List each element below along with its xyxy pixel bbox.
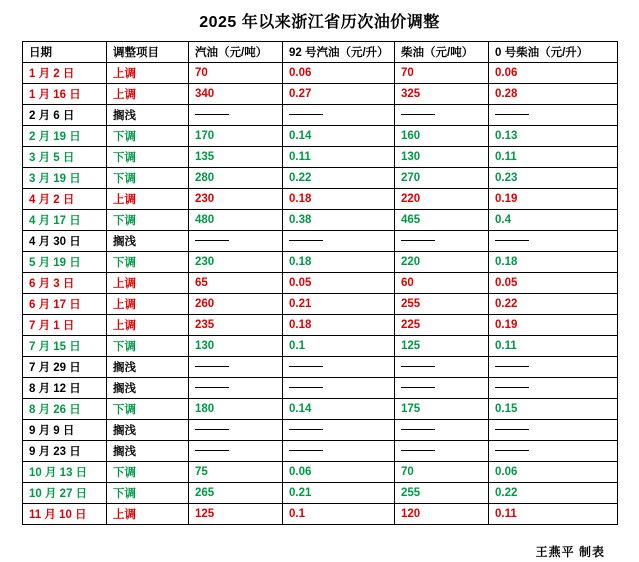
table-row bbox=[23, 105, 618, 126]
cell-gasoline-92-liter: 0.14 bbox=[283, 126, 395, 147]
cell-diesel-0-liter: 0.06 bbox=[489, 63, 618, 84]
cell-adjust-item: 上调 bbox=[107, 189, 189, 210]
cell-adjust-item: 下调 bbox=[107, 168, 189, 189]
cell-diesel-0-liter: 0.23 bbox=[489, 168, 618, 189]
cell-diesel-ton bbox=[395, 231, 489, 252]
cell-gasoline-92-liter: 0.06 bbox=[283, 462, 395, 483]
cell-diesel-0-liter: 0.11 bbox=[489, 147, 618, 168]
cell-gasoline-92-liter: 0.18 bbox=[283, 252, 395, 273]
cell-gasoline-ton bbox=[189, 231, 283, 252]
cell-diesel-ton: 325 bbox=[395, 84, 489, 105]
table-row bbox=[23, 357, 618, 378]
column-header-diesel-ton: 柴油（元/吨） bbox=[395, 42, 489, 63]
cell-diesel-ton: 225 bbox=[395, 315, 489, 336]
cell-adjust-item: 上调 bbox=[107, 294, 189, 315]
cell-diesel-ton: 175 bbox=[395, 399, 489, 420]
cell-gasoline-ton: 130 bbox=[189, 336, 283, 357]
cell-adjust-item: 上调 bbox=[107, 63, 189, 84]
dash-mark bbox=[195, 387, 229, 388]
table-row bbox=[23, 483, 618, 504]
dash-mark bbox=[195, 114, 229, 115]
cell-gasoline-92-liter: 0.38 bbox=[283, 210, 395, 231]
cell-gasoline-92-liter: 0.21 bbox=[283, 294, 395, 315]
cell-date: 6 月 17 日 bbox=[23, 294, 107, 315]
cell-gasoline-92-liter: 0.06 bbox=[283, 63, 395, 84]
dash-mark bbox=[289, 387, 323, 388]
cell-date: 6 月 3 日 bbox=[23, 273, 107, 294]
table-row bbox=[23, 336, 618, 357]
cell-adjust-item: 搁浅 bbox=[107, 420, 189, 441]
table-row bbox=[23, 399, 618, 420]
table-row bbox=[23, 189, 618, 210]
cell-adjust-item: 下调 bbox=[107, 252, 189, 273]
cell-diesel-ton: 220 bbox=[395, 252, 489, 273]
cell-diesel-ton: 255 bbox=[395, 294, 489, 315]
cell-date: 4 月 30 日 bbox=[23, 231, 107, 252]
dash-mark bbox=[495, 114, 529, 115]
cell-gasoline-92-liter: 0.18 bbox=[283, 189, 395, 210]
cell-date: 10 月 13 日 bbox=[23, 462, 107, 483]
cell-gasoline-ton: 170 bbox=[189, 126, 283, 147]
dash-mark bbox=[401, 387, 435, 388]
cell-diesel-ton: 125 bbox=[395, 336, 489, 357]
cell-gasoline-ton: 125 bbox=[189, 504, 283, 525]
cell-date: 2 月 6 日 bbox=[23, 105, 107, 126]
cell-gasoline-92-liter bbox=[283, 420, 395, 441]
cell-gasoline-ton: 230 bbox=[189, 189, 283, 210]
table-row bbox=[23, 168, 618, 189]
cell-date: 9 月 23 日 bbox=[23, 441, 107, 462]
dash-mark bbox=[289, 240, 323, 241]
cell-date: 3 月 5 日 bbox=[23, 147, 107, 168]
table-row bbox=[23, 63, 618, 84]
cell-diesel-ton bbox=[395, 357, 489, 378]
dash-mark bbox=[289, 114, 323, 115]
cell-date: 3 月 19 日 bbox=[23, 168, 107, 189]
cell-adjust-item: 上调 bbox=[107, 84, 189, 105]
dash-mark bbox=[495, 387, 529, 388]
cell-diesel-0-liter bbox=[489, 378, 618, 399]
cell-diesel-0-liter: 0.05 bbox=[489, 273, 618, 294]
cell-diesel-0-liter: 0.19 bbox=[489, 189, 618, 210]
cell-diesel-0-liter: 0.19 bbox=[489, 315, 618, 336]
cell-date: 10 月 27 日 bbox=[23, 483, 107, 504]
dash-mark bbox=[195, 366, 229, 367]
dash-mark bbox=[401, 366, 435, 367]
dash-mark bbox=[195, 429, 229, 430]
cell-gasoline-ton: 260 bbox=[189, 294, 283, 315]
dash-mark bbox=[495, 429, 529, 430]
table-row bbox=[23, 231, 618, 252]
table-header-row bbox=[23, 42, 618, 63]
cell-date: 1 月 2 日 bbox=[23, 63, 107, 84]
cell-diesel-0-liter: 0.13 bbox=[489, 126, 618, 147]
table-row bbox=[23, 147, 618, 168]
cell-gasoline-ton: 480 bbox=[189, 210, 283, 231]
table-row bbox=[23, 252, 618, 273]
cell-gasoline-ton bbox=[189, 378, 283, 399]
column-header-date: 日期 bbox=[23, 42, 107, 63]
page-title: 2025 年以来浙江省历次油价调整 bbox=[199, 14, 440, 31]
cell-diesel-0-liter bbox=[489, 420, 618, 441]
table-row bbox=[23, 84, 618, 105]
table-container bbox=[0, 41, 639, 525]
document-footer: 王燕平 制表 bbox=[535, 545, 605, 559]
table-body bbox=[23, 63, 618, 525]
cell-diesel-0-liter: 0.18 bbox=[489, 252, 618, 273]
cell-gasoline-92-liter bbox=[283, 105, 395, 126]
cell-diesel-ton: 60 bbox=[395, 273, 489, 294]
table-header bbox=[23, 42, 618, 63]
cell-diesel-ton bbox=[395, 105, 489, 126]
cell-gasoline-ton: 230 bbox=[189, 252, 283, 273]
column-header-diesel-0-liter: 0 号柴油（元/升） bbox=[489, 42, 618, 63]
cell-diesel-0-liter: 0.22 bbox=[489, 294, 618, 315]
cell-diesel-ton: 270 bbox=[395, 168, 489, 189]
column-header-gasoline-92-liter: 92 号汽油（元/升） bbox=[283, 42, 395, 63]
cell-gasoline-92-liter: 0.11 bbox=[283, 147, 395, 168]
cell-date: 9 月 9 日 bbox=[23, 420, 107, 441]
cell-adjust-item: 下调 bbox=[107, 483, 189, 504]
cell-diesel-0-liter: 0.22 bbox=[489, 483, 618, 504]
cell-date: 4 月 2 日 bbox=[23, 189, 107, 210]
table-row bbox=[23, 462, 618, 483]
dash-mark bbox=[401, 114, 435, 115]
cell-date: 1 月 16 日 bbox=[23, 84, 107, 105]
table-row bbox=[23, 273, 618, 294]
cell-gasoline-ton: 135 bbox=[189, 147, 283, 168]
cell-gasoline-ton bbox=[189, 357, 283, 378]
cell-adjust-item: 下调 bbox=[107, 126, 189, 147]
cell-gasoline-ton: 180 bbox=[189, 399, 283, 420]
cell-diesel-0-liter bbox=[489, 231, 618, 252]
cell-gasoline-92-liter: 0.22 bbox=[283, 168, 395, 189]
cell-diesel-ton: 220 bbox=[395, 189, 489, 210]
table-row bbox=[23, 126, 618, 147]
cell-adjust-item: 下调 bbox=[107, 462, 189, 483]
dash-mark bbox=[289, 366, 323, 367]
table-row bbox=[23, 441, 618, 462]
cell-adjust-item: 搁浅 bbox=[107, 357, 189, 378]
cell-gasoline-92-liter: 0.27 bbox=[283, 84, 395, 105]
cell-date: 4 月 17 日 bbox=[23, 210, 107, 231]
cell-gasoline-ton: 75 bbox=[189, 462, 283, 483]
dash-mark bbox=[495, 240, 529, 241]
cell-gasoline-92-liter: 0.14 bbox=[283, 399, 395, 420]
cell-adjust-item: 搁浅 bbox=[107, 105, 189, 126]
cell-gasoline-ton: 70 bbox=[189, 63, 283, 84]
dash-mark bbox=[401, 450, 435, 451]
cell-adjust-item: 下调 bbox=[107, 210, 189, 231]
cell-adjust-item: 上调 bbox=[107, 273, 189, 294]
cell-diesel-0-liter: 0.4 bbox=[489, 210, 618, 231]
cell-adjust-item: 上调 bbox=[107, 504, 189, 525]
cell-diesel-ton: 70 bbox=[395, 63, 489, 84]
cell-diesel-ton: 130 bbox=[395, 147, 489, 168]
cell-adjust-item: 上调 bbox=[107, 315, 189, 336]
cell-date: 7 月 15 日 bbox=[23, 336, 107, 357]
dash-mark bbox=[495, 366, 529, 367]
cell-gasoline-92-liter: 0.1 bbox=[283, 504, 395, 525]
cell-gasoline-ton: 235 bbox=[189, 315, 283, 336]
cell-diesel-0-liter: 0.06 bbox=[489, 462, 618, 483]
table-row bbox=[23, 210, 618, 231]
dash-mark bbox=[289, 450, 323, 451]
cell-gasoline-ton bbox=[189, 420, 283, 441]
cell-gasoline-92-liter: 0.1 bbox=[283, 336, 395, 357]
cell-diesel-ton bbox=[395, 420, 489, 441]
cell-gasoline-92-liter: 0.18 bbox=[283, 315, 395, 336]
cell-adjust-item: 下调 bbox=[107, 336, 189, 357]
cell-gasoline-ton bbox=[189, 105, 283, 126]
cell-gasoline-ton: 65 bbox=[189, 273, 283, 294]
cell-gasoline-ton: 265 bbox=[189, 483, 283, 504]
cell-diesel-0-liter bbox=[489, 105, 618, 126]
dash-mark bbox=[289, 429, 323, 430]
cell-diesel-ton bbox=[395, 378, 489, 399]
table-row bbox=[23, 378, 618, 399]
column-header-item: 调整项目 bbox=[107, 42, 189, 63]
cell-adjust-item: 下调 bbox=[107, 147, 189, 168]
table-row bbox=[23, 315, 618, 336]
dash-mark bbox=[401, 240, 435, 241]
table-row bbox=[23, 504, 618, 525]
cell-gasoline-ton bbox=[189, 441, 283, 462]
dash-mark bbox=[195, 240, 229, 241]
cell-date: 8 月 12 日 bbox=[23, 378, 107, 399]
column-header-gasoline-ton: 汽油（元/吨） bbox=[189, 42, 283, 63]
cell-diesel-ton bbox=[395, 441, 489, 462]
cell-date: 7 月 29 日 bbox=[23, 357, 107, 378]
dash-mark bbox=[495, 450, 529, 451]
cell-gasoline-92-liter bbox=[283, 357, 395, 378]
cell-diesel-0-liter: 0.15 bbox=[489, 399, 618, 420]
cell-gasoline-92-liter: 0.05 bbox=[283, 273, 395, 294]
cell-diesel-0-liter bbox=[489, 441, 618, 462]
cell-diesel-ton: 120 bbox=[395, 504, 489, 525]
dash-mark bbox=[401, 429, 435, 430]
dash-mark bbox=[195, 450, 229, 451]
cell-adjust-item: 搁浅 bbox=[107, 378, 189, 399]
table-row bbox=[23, 294, 618, 315]
cell-date: 8 月 26 日 bbox=[23, 399, 107, 420]
cell-date: 5 月 19 日 bbox=[23, 252, 107, 273]
cell-gasoline-92-liter bbox=[283, 441, 395, 462]
cell-gasoline-92-liter bbox=[283, 378, 395, 399]
cell-diesel-0-liter: 0.11 bbox=[489, 336, 618, 357]
cell-diesel-ton: 255 bbox=[395, 483, 489, 504]
cell-diesel-ton: 70 bbox=[395, 462, 489, 483]
cell-diesel-ton: 160 bbox=[395, 126, 489, 147]
cell-diesel-ton: 465 bbox=[395, 210, 489, 231]
cell-gasoline-92-liter: 0.21 bbox=[283, 483, 395, 504]
cell-date: 7 月 1 日 bbox=[23, 315, 107, 336]
cell-gasoline-ton: 340 bbox=[189, 84, 283, 105]
cell-adjust-item: 搁浅 bbox=[107, 231, 189, 252]
cell-diesel-0-liter bbox=[489, 357, 618, 378]
table-row bbox=[23, 420, 618, 441]
cell-gasoline-92-liter bbox=[283, 231, 395, 252]
cell-diesel-0-liter: 0.11 bbox=[489, 504, 618, 525]
oil-price-table bbox=[22, 41, 618, 525]
cell-date: 2 月 19 日 bbox=[23, 126, 107, 147]
cell-diesel-0-liter: 0.28 bbox=[489, 84, 618, 105]
cell-date: 11 月 10 日 bbox=[23, 504, 107, 525]
cell-adjust-item: 下调 bbox=[107, 399, 189, 420]
cell-adjust-item: 搁浅 bbox=[107, 441, 189, 462]
cell-gasoline-ton: 280 bbox=[189, 168, 283, 189]
